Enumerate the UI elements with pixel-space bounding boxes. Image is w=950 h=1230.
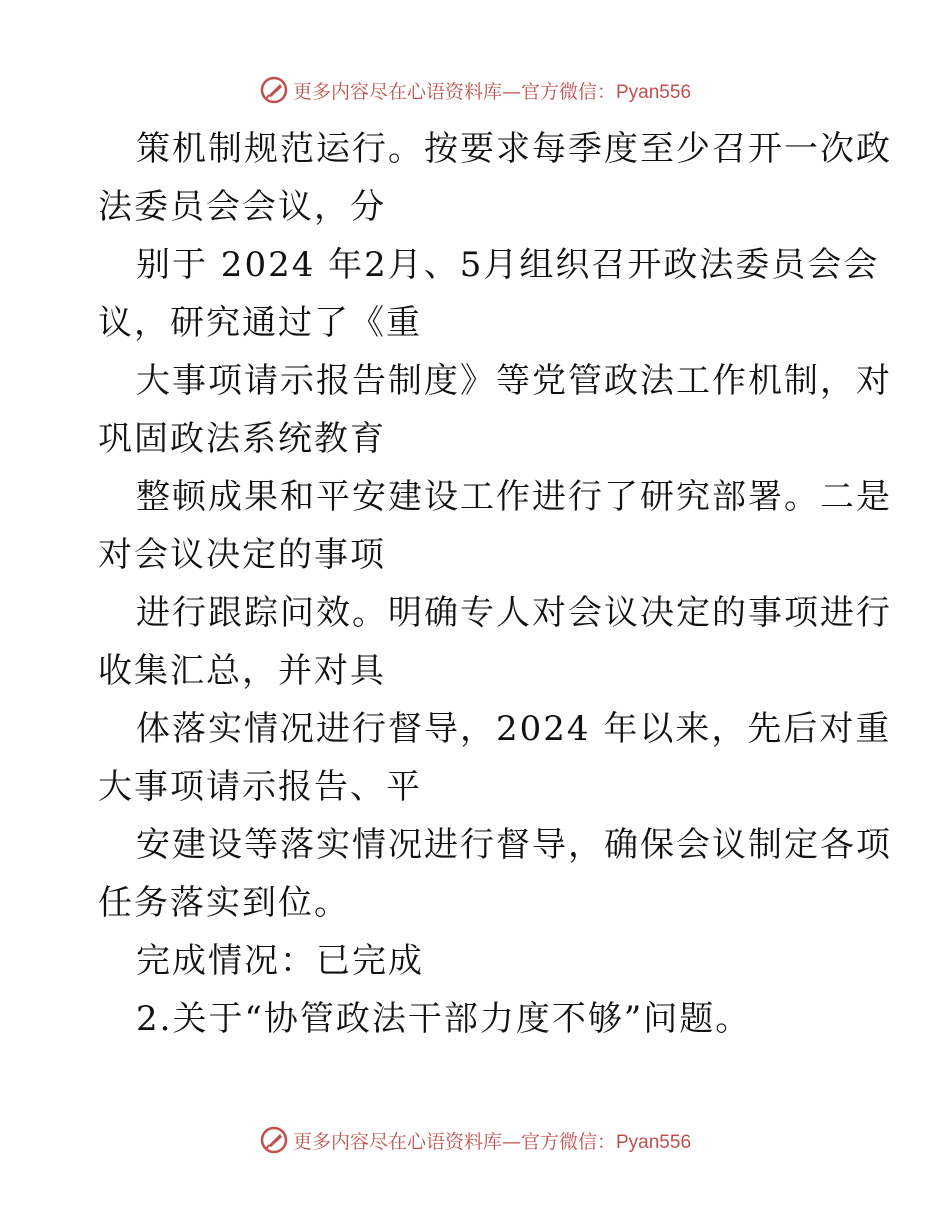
header-banner-text: 更多内容尽在心语资料库—官方微信：Pyan556: [292, 80, 692, 103]
paragraph-lines: [98, 120, 892, 1048]
document-body: [98, 120, 892, 1048]
text-line: 安建设等落实情况进行督导，确保会议制定各项: [136, 825, 892, 865]
text-line: 任务落实到位。: [98, 883, 350, 923]
header-wechat-handle: Pyan556: [616, 81, 692, 103]
text-line: 2.关于“协管政法干部力度不够”问题。: [136, 999, 752, 1039]
text-line: 法委员会会议，分: [98, 187, 386, 227]
text-line: 巩固政法系统教育: [98, 419, 386, 459]
quill-logo-icon: [259, 1125, 289, 1155]
text-line: 对会议决定的事项: [98, 535, 386, 575]
text-line: 策机制规范运行。按要求每季度至少召开一次政: [136, 129, 892, 169]
header-banner: [0, 70, 950, 110]
text-line: 完成情况：已完成: [136, 941, 424, 981]
footer-banner: [0, 1120, 950, 1160]
text-line: 体落实情况进行督导，2024 年以来，先后对重: [136, 709, 892, 749]
text-line: 收集汇总，并对具: [98, 651, 386, 691]
text-line: 议，研究通过了《重: [98, 303, 422, 343]
footer-wechat-handle: Pyan556: [616, 1131, 692, 1153]
quill-logo-icon: [259, 75, 289, 105]
text-line: 大事项请示报告、平: [98, 767, 422, 807]
text-line: 别于 2024 年2月、5月组织召开政法委员会会: [136, 245, 880, 285]
text-line: 整顿成果和平安建设工作进行了研究部署。二是: [136, 477, 892, 517]
text-line: 进行跟踪问效。明确专人对会议决定的事项进行: [136, 593, 892, 633]
footer-banner-text: 更多内容尽在心语资料库—官方微信：Pyan556: [292, 1130, 692, 1153]
text-line: 大事项请示报告制度》等党管政法工作机制，对: [136, 361, 892, 401]
